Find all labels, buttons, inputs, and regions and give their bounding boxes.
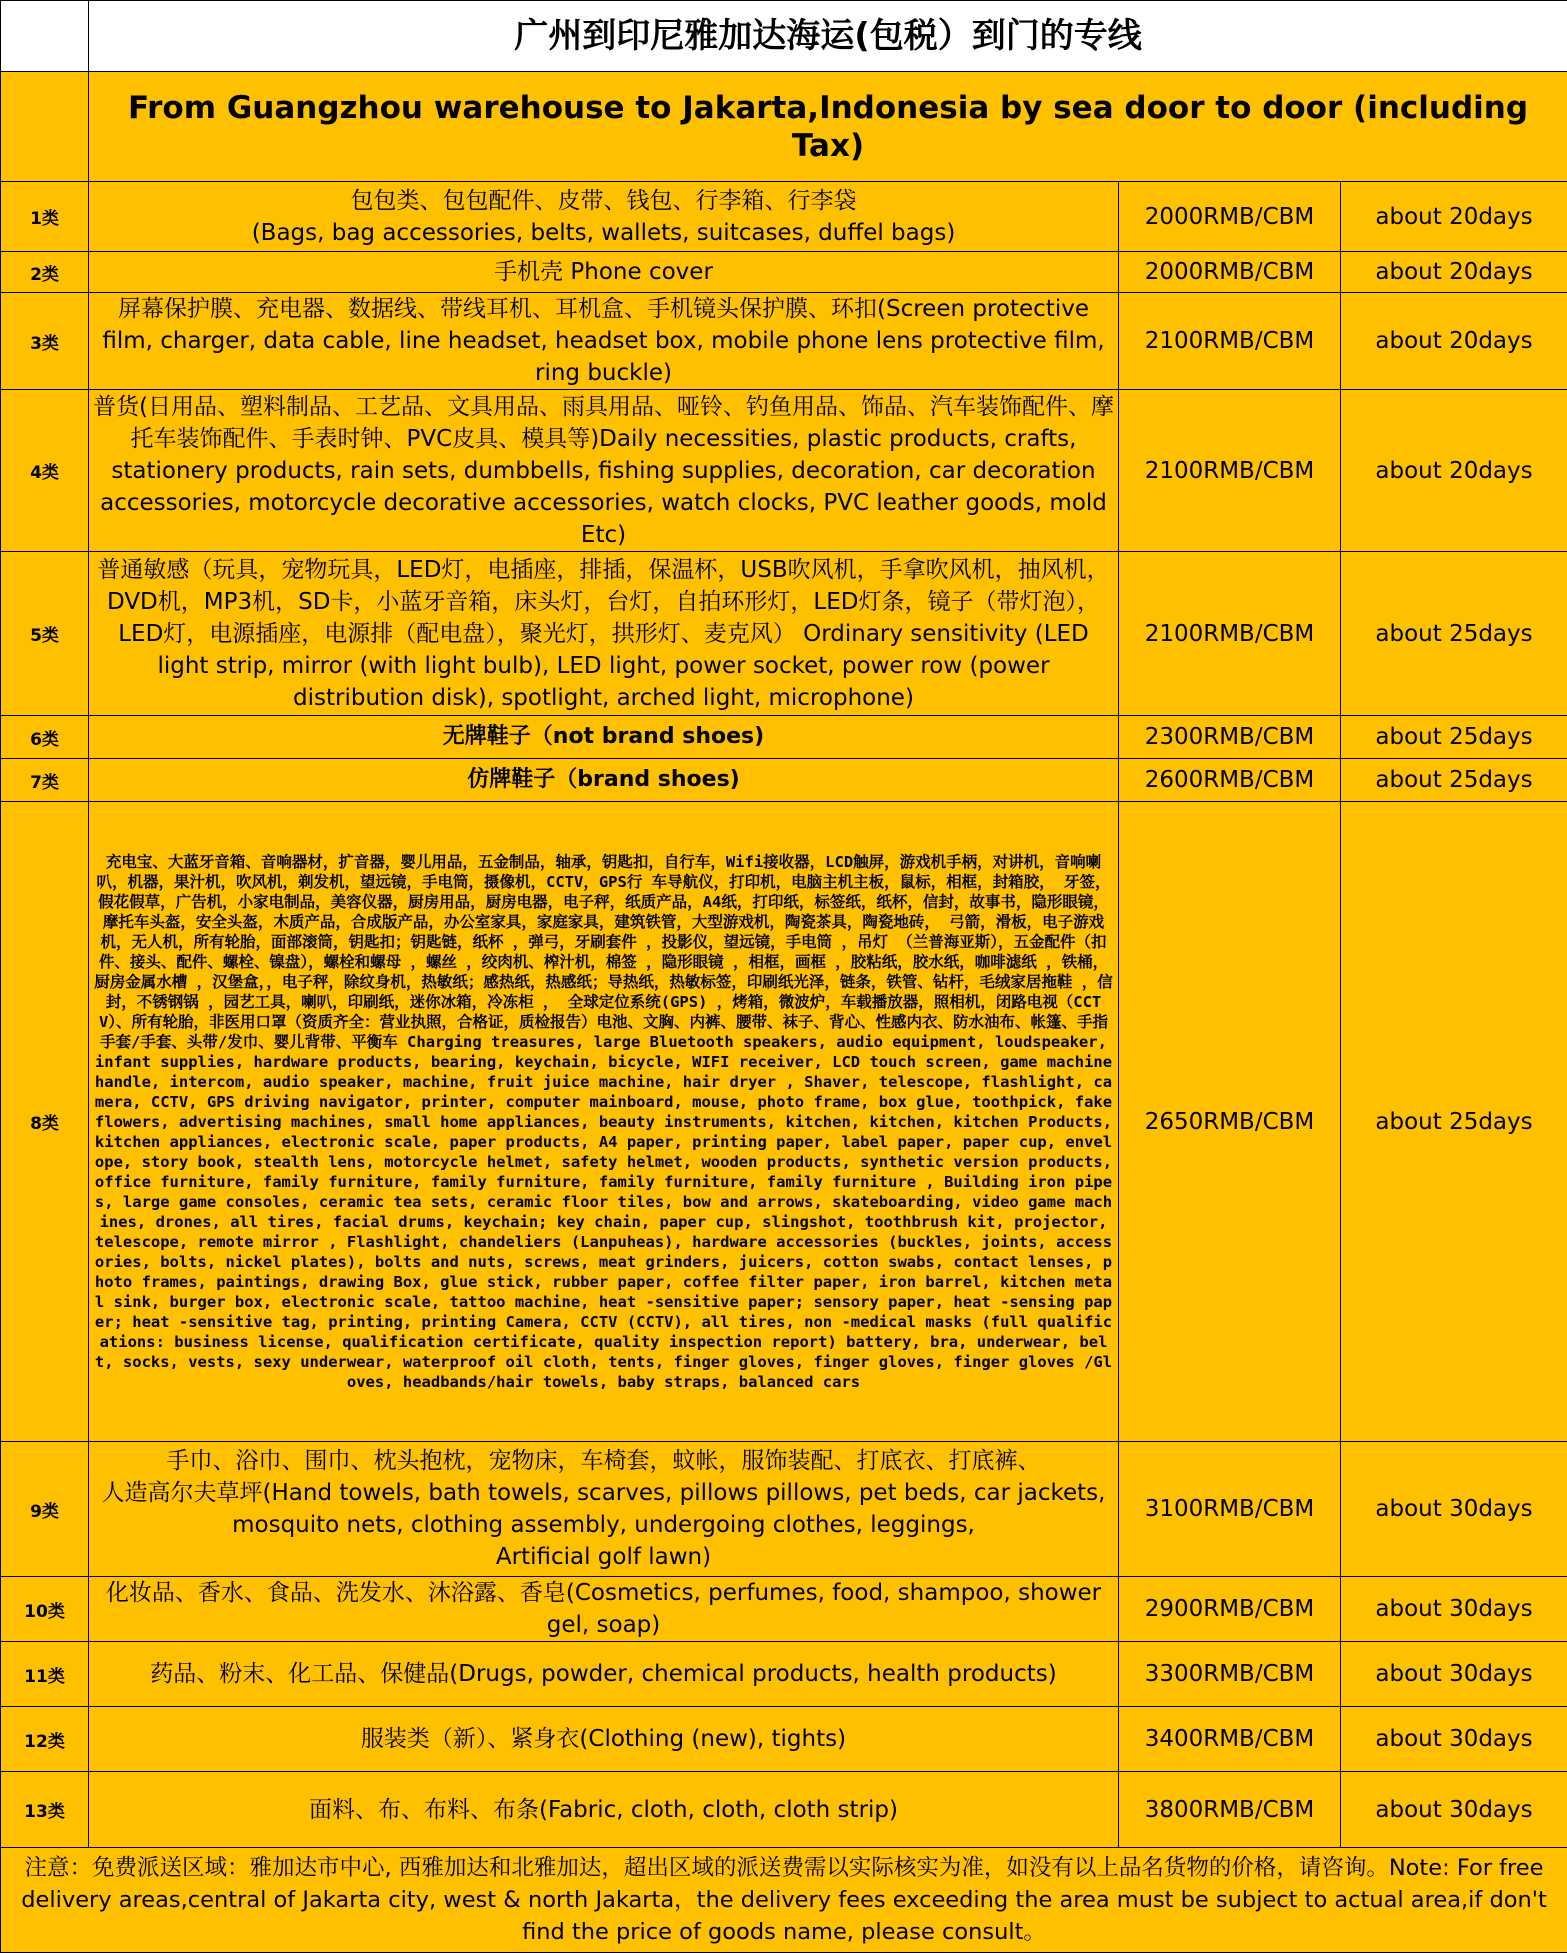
delivery-note: 注意：免费派送区域：雅加达市中心, 西雅加达和北雅加达，超出区域的派送费需以实际核实为准，如没有以上品名货物的价格，请咨询。Note: For free delivery areas,central of Jakarta city, west & north Jakarta，the delivery fees exceeding the area must be subject to actual area,if don't find the price of goods name, please consult。 xyxy=(1,1848,1567,1953)
corner-cell xyxy=(1,1,89,72)
table-row xyxy=(1,252,1567,293)
table-row xyxy=(1,390,1567,552)
category-label: 9类 xyxy=(1,1442,89,1577)
title-en: From Guangzhou warehouse to Jakarta,Indonesia by sea door to door (including Tax) xyxy=(89,72,1567,182)
category-description: 无牌鞋子（not brand shoes) xyxy=(89,716,1119,759)
category-description: 仿牌鞋子（brand shoes) xyxy=(89,759,1119,802)
category-label: 5类 xyxy=(1,552,89,716)
transit-days-cell: about 25days xyxy=(1341,759,1567,802)
table-row xyxy=(1,1772,1567,1848)
corner-cell-2 xyxy=(1,72,89,182)
transit-days-cell: about 30days xyxy=(1341,1772,1567,1848)
category-label: 12类 xyxy=(1,1707,89,1772)
price-cell: 2100RMB/CBM xyxy=(1119,390,1341,552)
table-row xyxy=(1,182,1567,252)
price-cell: 2600RMB/CBM xyxy=(1119,759,1341,802)
table-row xyxy=(1,759,1567,802)
category-label: 1类 xyxy=(1,182,89,252)
transit-days-cell: about 20days xyxy=(1341,252,1567,293)
price-cell: 2000RMB/CBM xyxy=(1119,252,1341,293)
transit-days-cell: about 25days xyxy=(1341,716,1567,759)
category-description: 面料、布、布料、布条(Fabric, cloth, cloth, cloth strip) xyxy=(89,1772,1119,1848)
table-row xyxy=(1,802,1567,1442)
price-cell: 3800RMB/CBM xyxy=(1119,1772,1341,1848)
transit-days-cell: about 25days xyxy=(1341,802,1567,1442)
category-description: 服装类（新）、紧身衣(Clothing (new), tights) xyxy=(89,1707,1119,1772)
category-description: 手机壳 Phone cover xyxy=(89,252,1119,293)
category-description: 屏幕保护膜、充电器、数据线、带线耳机、耳机盒、手机镜头保护膜、环扣(Screen protective film, charger, data cable, line headset, headset box, mobile phone lens protective film, ring buckle) xyxy=(89,293,1119,390)
table-row xyxy=(1,1442,1567,1577)
table-row xyxy=(1,716,1567,759)
table-row xyxy=(1,293,1567,390)
category-description: 普通敏感（玩具，宠物玩具，LED灯，电插座，排插，保温杯，USB吹风机，手拿吹风机，抽风机，DVD机，MP3机，SD卡，小蓝牙音箱，床头灯，台灯，自拍环形灯，LED灯条，镜子（带灯泡），LED灯，电源插座，电源排（配电盘），聚光灯，拱形灯、麦克风） Ordinary sensitivity (LED light strip, mirror (with light bulb), LED light, power socket, power row (power distribution disk), spotlight, arched light, microphone) xyxy=(89,552,1119,716)
title-row-cn xyxy=(1,1,1567,72)
note-row xyxy=(1,1848,1567,1953)
category-label: 6类 xyxy=(1,716,89,759)
category-label: 11类 xyxy=(1,1642,89,1707)
transit-days-cell: about 20days xyxy=(1341,182,1567,252)
transit-days-cell: about 30days xyxy=(1341,1642,1567,1707)
title-row-en xyxy=(1,72,1567,182)
category-label: 10类 xyxy=(1,1577,89,1642)
category-description: 充电宝、大蓝牙音箱、音响器材，扩音器，婴儿用品，五金制品，轴承，钥匙扣，自行车，Wifi接收器，LCD触屏，游戏机手柄，对讲机，音响喇叭，机器，果汁机，吹风机，剃发机，望远镜，手电筒，摄像机，CCTV，GPS行 车导航仪，打印机，电脑主机主板，鼠标，相框，封箱胶， 牙签，假花假草，广告机，小家电制品，美容仪器，厨房用品，厨房电器，电子秤，纸质产品，A4纸，打印纸，标签纸，纸杯，信封，故事书，隐形眼镜，摩托车头盔，安全头盔，木质产品，合成版产品，办公室家具，家庭家具，建筑铁管，大型游戏机，陶瓷茶具，陶瓷地砖， 弓箭，滑板，电子游戏机，无人机，所有轮胎，面部滚筒，钥匙扣；钥匙链，纸杯 ，弹弓，牙刷套件 ，投影仪，望远镜，手电筒 ，吊灯 （兰普海亚斯），五金配件（扣件、接头、配件、螺栓、镍盘），螺栓和螺母 ，螺丝 ，绞肉机、榨汁机，棉签 ，隐形眼镜 ，相框，画框 ，胶粘纸，胶水纸，咖啡滤纸 ，铁桶，厨房金属水槽 ，汉堡盒，，电子秤，除纹身机，热敏纸；感热纸，热感纸；导热纸，热敏标签，印刷纸光泽，链条，铁管、钻杆，毛绒家居拖鞋 ，信封，不锈钢锅 ，园艺工具，喇叭，印刷纸，迷你冰箱，冷冻柜 ， 全球定位系统(GPS) ，烤箱，微波炉，车载播放器，照相机，闭路电视（CCTV）、所有轮胎，非医用口罩（资质齐全：营业执照，合格证，质检报告）电池、文胸、内裤、腰带、袜子、背心、性感内衣、防水油布、帐篷、手指手套/手套、头带/发巾、婴儿背带、平衡车 Charging treasures, large Bluetooth speakers, audio equipment, loudspeaker, infant supplies, hardware products, bearing, keychain, bicycle, WIFI receiver, LCD touch screen, game machine handle, intercom, audio speaker, machine, fruit juice machine, hair dryer , Shaver, telescope, flashlight, camera, CCTV, GPS driving navigator, printer, computer mainboard, mouse, photo frame, box glue, toothpick, fake flowers, advertising machines, small home appliances, beauty instruments, kitchen, kitchen, kitchen Products, kitchen appliances, electronic scale, paper products, A4 paper, printing paper, label paper, paper cup, envelope, story book, stealth lens, motorcycle helmet, safety helmet, wooden products, synthetic version products, office furniture, family furniture, family furniture, family furniture, family furniture , Building iron pipes, large game consoles, ceramic tea sets, ceramic floor tiles, bow and arrows, skateboarding, video game machines, drones, all tires, facial drums, keychain; key chain, paper cup, slingshot, toothbrush kit, projector, telescope, remote mirror , Flashlight, chandeliers (Lanpuheas), hardware accessories (buckles, joints, accessories, bolts, nickel plates), bolts and nuts, screws, meat grinders, juicers, cotton swabs, contact lenses, photo frames, paintings, drawing Box, glue stick, rubber paper, coffee filter paper, iron barrel, kitchen metal sink, burger box, electronic scale, tattoo machine, heat -sensitive paper; sensory paper, heat -sensing paper; heat -sensitive tag, printing, printing Camera, CCTV (CCTV), all tires, non -medical masks (full qualifications: business license, qualification certificate, quality inspection report) battery, bra, underwear, belt, socks, vests, sexy underwear, waterproof oil cloth, tents, finger gloves, finger gloves, finger gloves /Gloves, headbands/hair towels, baby straps, balanced cars xyxy=(89,802,1119,1442)
price-cell: 2900RMB/CBM xyxy=(1119,1577,1341,1642)
transit-days-cell: about 20days xyxy=(1341,293,1567,390)
transit-days-cell: about 30days xyxy=(1341,1577,1567,1642)
category-description: 包包类、包包配件、皮带、钱包、行李箱、行李袋 (Bags, bag accessories, belts, wallets, suitcases, duffel bags) xyxy=(89,182,1119,252)
price-cell: 3300RMB/CBM xyxy=(1119,1642,1341,1707)
category-label: 3类 xyxy=(1,293,89,390)
price-cell: 2300RMB/CBM xyxy=(1119,716,1341,759)
category-label: 4类 xyxy=(1,390,89,552)
category-description: 普货(日用品、塑料制品、工艺品、文具用品、雨具用品、哑铃、钓鱼用品、饰品、汽车装饰配件、摩托车装饰配件、手表时钟、PVC皮具、模具等)Daily necessities, plastic products, crafts, stationery products, rain sets, dumbbells, fishing supplies, decoration, car decoration accessories, motorcycle decorative accessories, watch clocks, PVC leather goods, mold Etc) xyxy=(89,390,1119,552)
title-cn: 广州到印尼雅加达海运(包税）到门的专线 xyxy=(89,1,1567,72)
price-cell: 2000RMB/CBM xyxy=(1119,182,1341,252)
transit-days-cell: about 30days xyxy=(1341,1442,1567,1577)
table-row xyxy=(1,552,1567,716)
table-row xyxy=(1,1642,1567,1707)
table-row xyxy=(1,1707,1567,1772)
category-label: 13类 xyxy=(1,1772,89,1848)
category-description: 化妆品、香水、食品、洗发水、沐浴露、香皂(Cosmetics, perfumes, food, shampoo, shower gel, soap) xyxy=(89,1577,1119,1642)
category-label: 8类 xyxy=(1,802,89,1442)
category-label: 7类 xyxy=(1,759,89,802)
category-label: 2类 xyxy=(1,252,89,293)
price-cell: 2650RMB/CBM xyxy=(1119,802,1341,1442)
price-cell: 2100RMB/CBM xyxy=(1119,293,1341,390)
table-row xyxy=(1,1577,1567,1642)
transit-days-cell: about 25days xyxy=(1341,552,1567,716)
price-cell: 3400RMB/CBM xyxy=(1119,1707,1341,1772)
price-cell: 2100RMB/CBM xyxy=(1119,552,1341,716)
category-description: 药品、粉末、化工品、保健品(Drugs, powder, chemical products, health products) xyxy=(89,1642,1119,1707)
price-cell: 3100RMB/CBM xyxy=(1119,1442,1341,1577)
transit-days-cell: about 30days xyxy=(1341,1707,1567,1772)
category-description: 手巾、浴巾、围巾、枕头抱枕，宠物床，车椅套，蚊帐，服饰装配、打底衣、打底裤、 人造高尔夫草坪(Hand towels, bath towels, scarves, pillows pillows, pet beds, car jackets, mosquito nets, clothing assembly, undergoing clothes, leggings, Artificial golf lawn) xyxy=(89,1442,1119,1577)
transit-days-cell: about 20days xyxy=(1341,390,1567,552)
